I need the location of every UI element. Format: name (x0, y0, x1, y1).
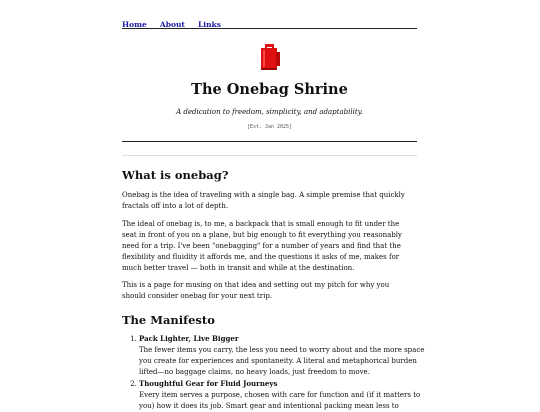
section-heading-what-is-onebag: What is onebag? (122, 168, 229, 182)
nav-link-home[interactable]: Home (122, 20, 147, 29)
nav-link-links[interactable]: Links (197, 20, 221, 29)
red-bag-icon (258, 44, 282, 70)
top-nav (122, 12, 417, 29)
list-item (139, 378, 431, 412)
established-date: [Est. Jan 2025] (246, 124, 293, 130)
manifesto-item-title: Pack Lighter, Live Bigger (139, 334, 239, 343)
list-item (139, 333, 431, 378)
paragraph: Onebag is the idea of traveling with a single bag. A simple premise that quickly fractals off into a lot of depth. (122, 191, 405, 210)
tagline: A dedication to freedom, simplicity, and adaptability. (176, 108, 363, 116)
manifesto-item-title: Thoughtful Gear for Fluid Journeys (139, 379, 278, 388)
section-divider (122, 155, 417, 156)
section-heading-manifesto: The Manifesto (122, 313, 215, 327)
manifesto-item-text: Every item serves a purpose, chosen with care for function and (if it matters to you) how it does its job. Smart gear and intentional packing mean less to (139, 391, 421, 410)
page-title: The Onebag Shrine (191, 81, 348, 98)
paragraph: The ideal of onebag is, to me, a backpack that is small enough to fit under the seat in front of you on a plane, but big enough to fit everything you reasonably need for a trip. I've been "onebagging" for a number of years and find that the flexibility and fluidity it affords me, and the questions it asks of me, makes for much better travel — both in transit and while at the destination. (122, 220, 402, 272)
paragraph: This is a page for musing on that idea and setting out my pitch for why you should consider onebag for your next trip. (122, 281, 390, 300)
nav-link-about[interactable]: About (159, 20, 185, 29)
header-divider (122, 141, 417, 142)
manifesto-list (122, 333, 431, 412)
manifesto-item-text: The fewer items you carry, the less you need to worry about and the more space you create for experiences and spontaneity. A literal and metaphorical burden lifted—no baggage claims, no heavy loads, just freedom to move. (139, 346, 425, 376)
